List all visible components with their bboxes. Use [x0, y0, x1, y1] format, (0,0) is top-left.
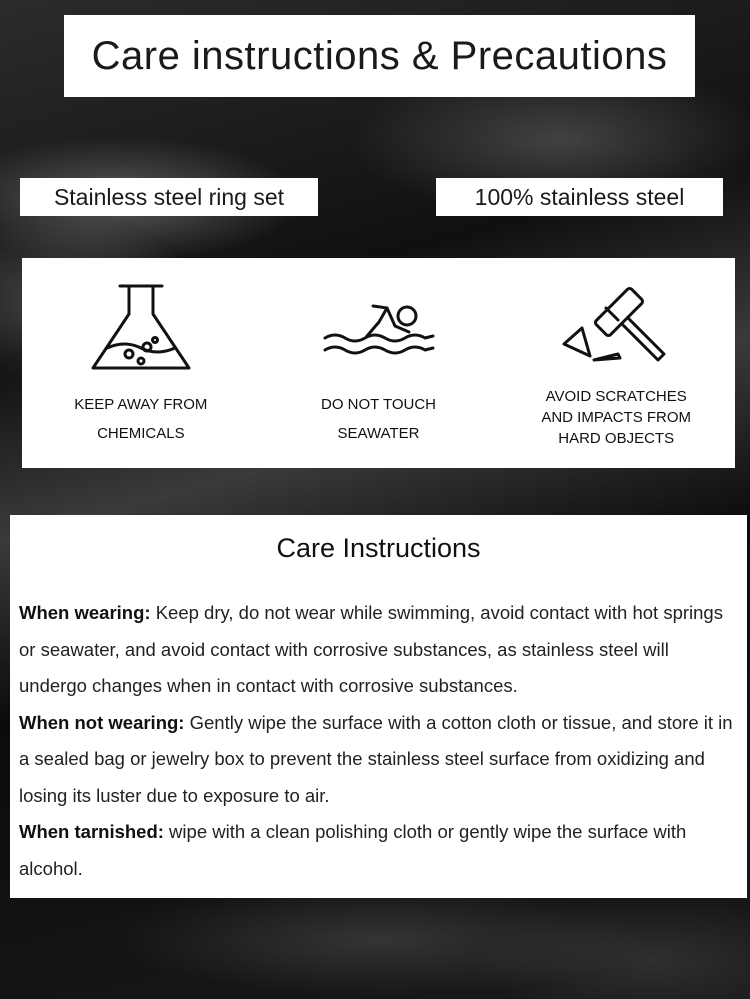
care-section-lead: When tarnished: — [19, 821, 164, 842]
swimmer-icon — [321, 300, 437, 360]
product-label — [20, 178, 318, 216]
care-section-lead: When not wearing: — [19, 711, 185, 733]
page-title-banner — [64, 15, 695, 97]
precaution-chemicals-text: KEEP AWAY FROM CHEMICALS — [74, 396, 208, 442]
material-label — [436, 178, 723, 216]
precaution-impacts-text: AVOID SCRATCHES AND IMPACTS FROM HARD OBJECTS — [541, 388, 692, 447]
precaution-seawater — [260, 258, 498, 468]
flask-icon — [89, 284, 193, 372]
care-body — [19, 595, 735, 887]
care-section-wearing — [19, 595, 735, 705]
care-section-text: Gently wipe the surface with a cotton cloth or tissue, and store it in a sealed bag or jewelry box to prevent the stainless steel surface from oxidizing and losing its luster due to exposure to air. — [19, 711, 733, 806]
precaution-seawater-text: DO NOT TOUCH SEAWATER — [321, 396, 437, 442]
care-section-not-wearing — [19, 705, 735, 815]
page-title: Care instructions & Precautions — [91, 33, 668, 78]
care-section-text: Keep dry, do not wear while swimming, avoid contact with hot springs or seawater, and avoid contact with corrosive substances, as stainless steel will undergo changes when in contact with corrosive substances. — [19, 602, 723, 696]
hammer-icon — [560, 284, 672, 368]
precaution-chemicals — [22, 258, 260, 468]
care-section-lead: When wearing: — [19, 602, 151, 623]
product-label-text: Stainless steel ring set — [53, 183, 285, 210]
precautions-panel — [22, 258, 735, 468]
care-section-text: wipe with a clean polishing cloth or gently wipe the surface with alcohol. — [19, 821, 687, 879]
care-title: Care Instructions — [276, 533, 481, 563]
care-instructions-panel — [10, 515, 747, 898]
care-section-tarnished — [19, 814, 735, 887]
material-label-text: 100% stainless steel — [474, 183, 685, 210]
precaution-impacts — [497, 258, 735, 468]
